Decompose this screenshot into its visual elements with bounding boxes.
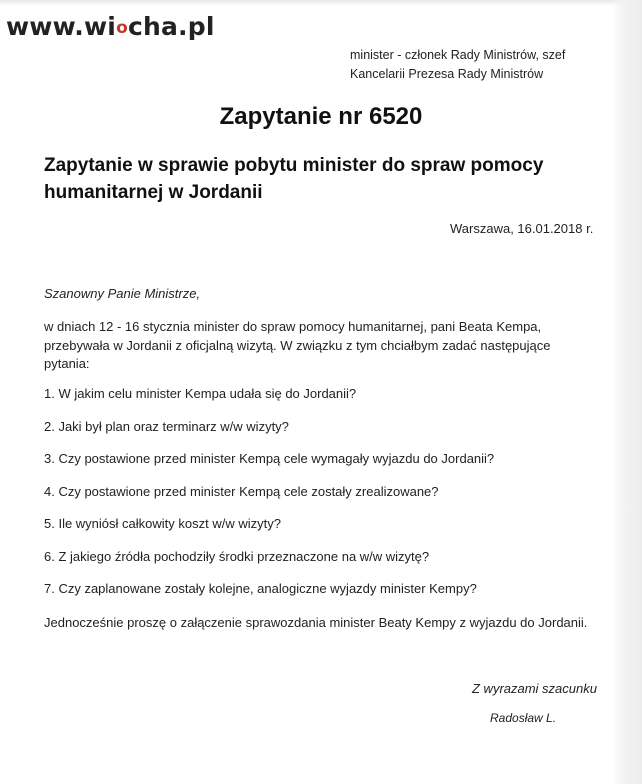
watermark-logo: www.wiocha.pl [6, 12, 215, 41]
addressee-line-1: minister - członek Rady Ministrów, szef [350, 48, 566, 62]
question-item: 5. Ile wyniósł całkowity koszt w/w wizyty? [44, 516, 281, 531]
intro-paragraph: w dniach 12 - 16 stycznia minister do spraw pomocy humanitarnej, pani Beata Kempa, przebywała w Jordanii z oficjalną wizytą. W związku z tym chciałbym zadać następujące pytania: [44, 319, 551, 371]
greeting: Szanowny Panie Ministrze, [44, 286, 201, 301]
document-subject: Zapytanie w sprawie pobytu minister do spraw pomocy humanitarnej w Jordanii [44, 155, 544, 203]
regards-line: Z wyrazami szacunku [472, 681, 597, 696]
closing-request: Jednocześnie proszę o załączenie sprawozdania minister Beaty Kempy z wyjazdu do Jordanii. [44, 615, 588, 630]
question-item: 2. Jaki był plan oraz terminarz w/w wizyty? [44, 418, 289, 434]
addressee-block [350, 46, 565, 84]
question-item: 1. W jakim celu minister Kempa udała się do Jordanii? [44, 386, 357, 401]
signature-name: Radosław L. [490, 711, 557, 725]
place-and-date: Warszawa, 16.01.2018 r. [450, 221, 594, 236]
document-title: Zapytanie nr 6520 [219, 103, 423, 130]
questions-list [44, 386, 494, 614]
addressee-line-2: Kancelarii Prezesa Rady Ministrów [350, 67, 544, 81]
question-item: 4. Czy postawione przed minister Kempą cele zostały zrealizowane? [44, 483, 439, 499]
question-item: 6. Z jakiego źródła pochodziły środki przeznaczone na w/w wizytę? [44, 548, 430, 564]
page-top-shadow [0, 0, 642, 6]
question-item: 7. Czy zaplanowane zostały kolejne, analogiczne wyjazdy minister Kempy? [44, 581, 477, 596]
question-item: 3. Czy postawione przed minister Kempą cele wymagały wyjazdu do Jordanii? [44, 451, 495, 466]
